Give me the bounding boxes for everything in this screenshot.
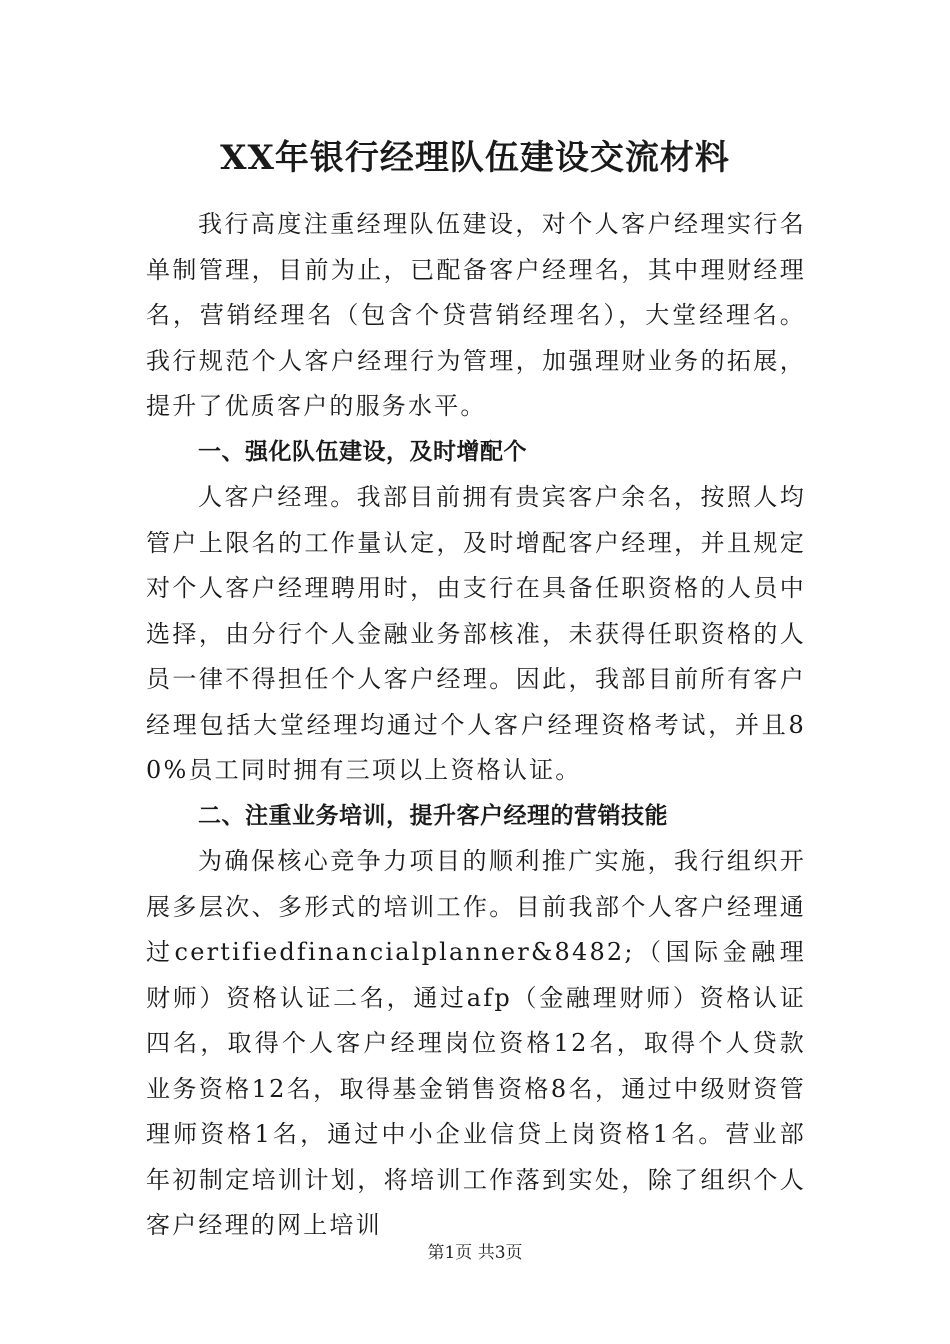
document-title: XX年银行经理队伍建设交流材料 (220, 138, 730, 178)
page-footer: 第1页 共3页 (427, 1243, 523, 1263)
paragraph-section-1: 人客户经理。我部目前拥有贵宾客户余名，按照人均管户上限名的工作量认定，及时增配客户经理，并且规定对个人客户经理聘用时，由支行在具备任职资格的人员中选择，由分行个人金融业务部核准，未获得任职资格的人员一律不得担任个人客户经理。因此，我部目前所有客户经理包括大堂经理均通过个人客户经理资格考试，并且80%员工同时拥有三项以上资格认证。 (146, 483, 806, 784)
paragraph-section-2: 为确保核心竞争力项目的顺利推广实施，我行组织开展多层次、多形式的培训工作。目前我部个人客户经理通过certifiedfinancialplanner&8482;（国际金融理财师）资格认证二名，通过afp（金融理财师）资格认证四名，取得个人客户经理岗位资格12名，取得个人贷款业务资格12名，取得基金销售资格8名，通过中级财资管理师资格1名，通过中小企业信贷上岗资格1名。营业部年初制定培训计划，将培训工作落到实处，除了组织个人客户经理的网上培训 (146, 847, 806, 1239)
section-heading-1: 一、强化队伍建设，及时增配个 (198, 438, 527, 465)
section-heading-2: 二、注重业务培训，提升客户经理的营销技能 (198, 802, 668, 829)
document-body (146, 202, 806, 1249)
paragraph-intro: 我行高度注重经理队伍建设，对个人客户经理实行名单制管理，目前为止，已配备客户经理名，其中理财经理名，营销经理名（包含个贷营销经理名），大堂经理名。我行规范个人客户经理行为管理，加强理财业务的拓展，提升了优质客户的服务水平。 (146, 210, 806, 420)
